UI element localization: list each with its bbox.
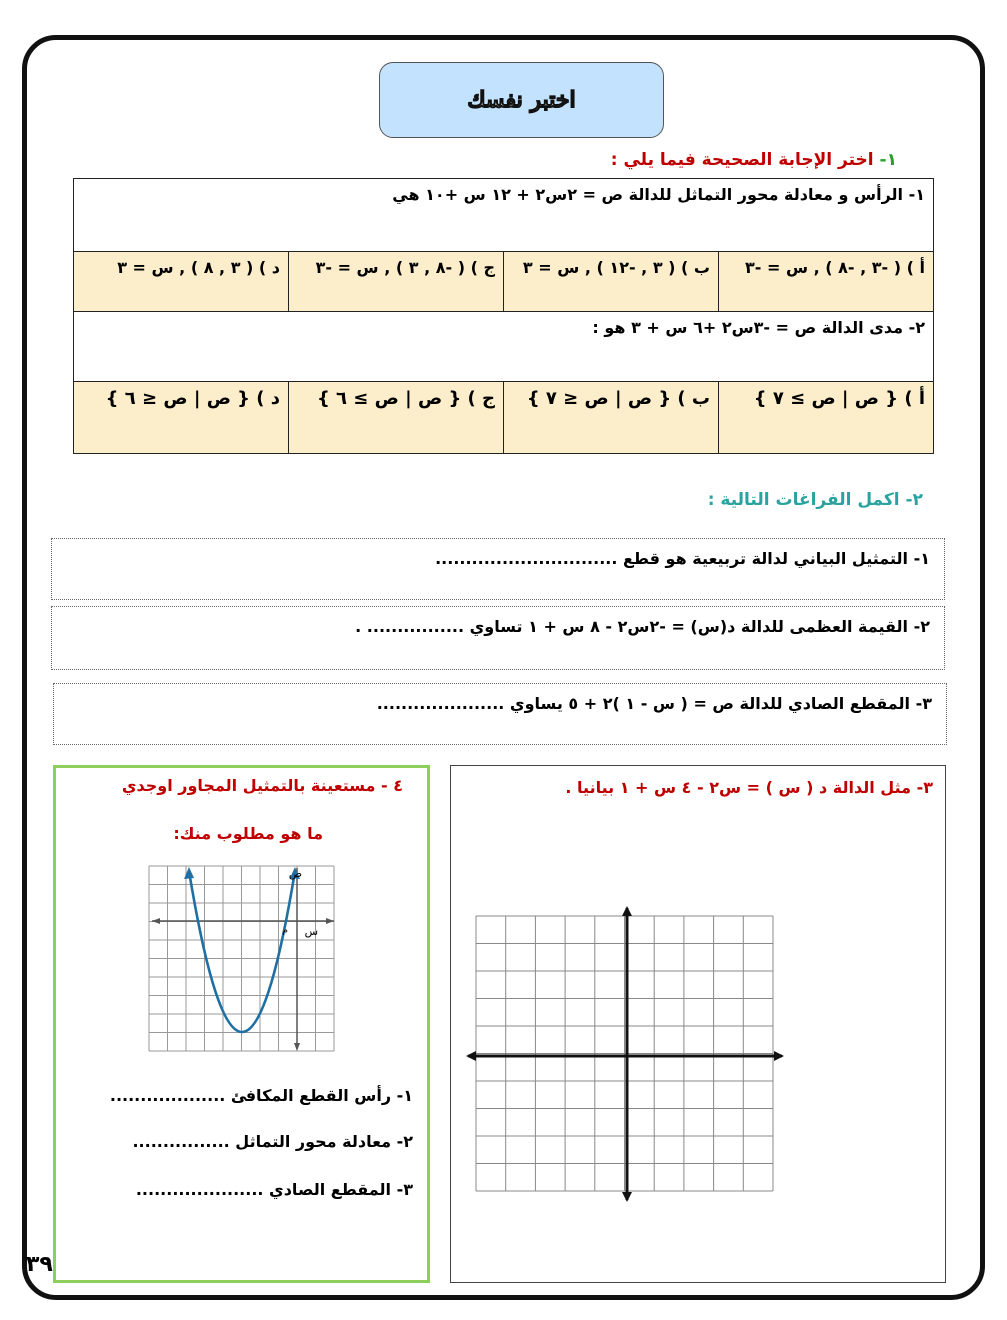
option-a[interactable]: أ ) { ص | ص ≥ ٧ } [719,382,934,454]
option-d[interactable]: د ) ( ٣ , ٨ ) , س = ٣ [74,252,289,312]
page-number: ٣٩ [26,1252,53,1277]
graph-item-3[interactable]: ٣- المقطع الصادي ..................... [135,1180,413,1199]
question-2: ٢- مدى الدالة ص = -٣س٢ +٦ س + ٣ هو : [74,312,934,382]
fill-blank-3[interactable]: ٣- المقطع الصادي للدالة ص = ( س - ١ )٢ + ٥ يساوي ..................... [53,683,947,745]
plot-question-box [450,765,946,1283]
option-b[interactable]: ب ) ( ٣ , -١٢ ) , س = ٣ [504,252,719,312]
question-1: ١- الرأس و معادلة محور التماثل للدالة ص = ٢س٢ + ١٢ س +١٠ هي [74,179,934,252]
graph-item-1[interactable]: ١- رأس القطع المكافئ ................... [109,1086,413,1105]
option-b[interactable]: ب ) { ص | ص ≤ ٧ } [504,382,719,454]
graph-question-subheading: ما هو مطلوب منك: [173,824,323,843]
page-title: اختبر نفسك [379,62,664,138]
origin-label: م [282,926,288,936]
graph-question-box [53,765,430,1283]
blank-coordinate-grid[interactable] [466,906,786,1206]
option-d[interactable]: د ) { ص | ص ≤ ٦ } [74,382,289,454]
option-c[interactable]: ج ) { ص | ص ≥ ٦ } [289,382,504,454]
graph-item-2[interactable]: ٢- معادلة محور التماثل ................ [132,1132,413,1151]
parabola-graph [146,863,336,1053]
graph-question-heading: ٤ - مستعينة بالتمثيل المجاور اوجدي [121,776,403,795]
plot-question-heading: ٣- مثل الدالة د ( س ) = س٢ - ٤ س + ١ بيانيا . [565,778,933,797]
section1-heading: ١- اختر الإجابة الصحيحة فيما يلي : [610,150,897,170]
x-axis-label: س [304,925,318,938]
section2-heading: ٢- اكمل الفراغات التالية : [707,490,923,510]
y-axis-label: ص [288,867,302,880]
fill-blank-2[interactable]: ٢- القيمة العظمى للدالة د(س) = -٢س٢ - ٨ س + ١ تساوي ................ . [51,606,945,670]
fill-blank-1[interactable]: ١- التمثيل البياني لدالة تربيعية هو قطع .............................. [51,538,945,600]
option-c[interactable]: ج ) ( -٨ , ٣ ) , س = -٣ [289,252,504,312]
multiple-choice-table [73,178,934,454]
option-a[interactable]: أ ) ( -٣ , -٨ ) , س = -٣ [719,252,934,312]
